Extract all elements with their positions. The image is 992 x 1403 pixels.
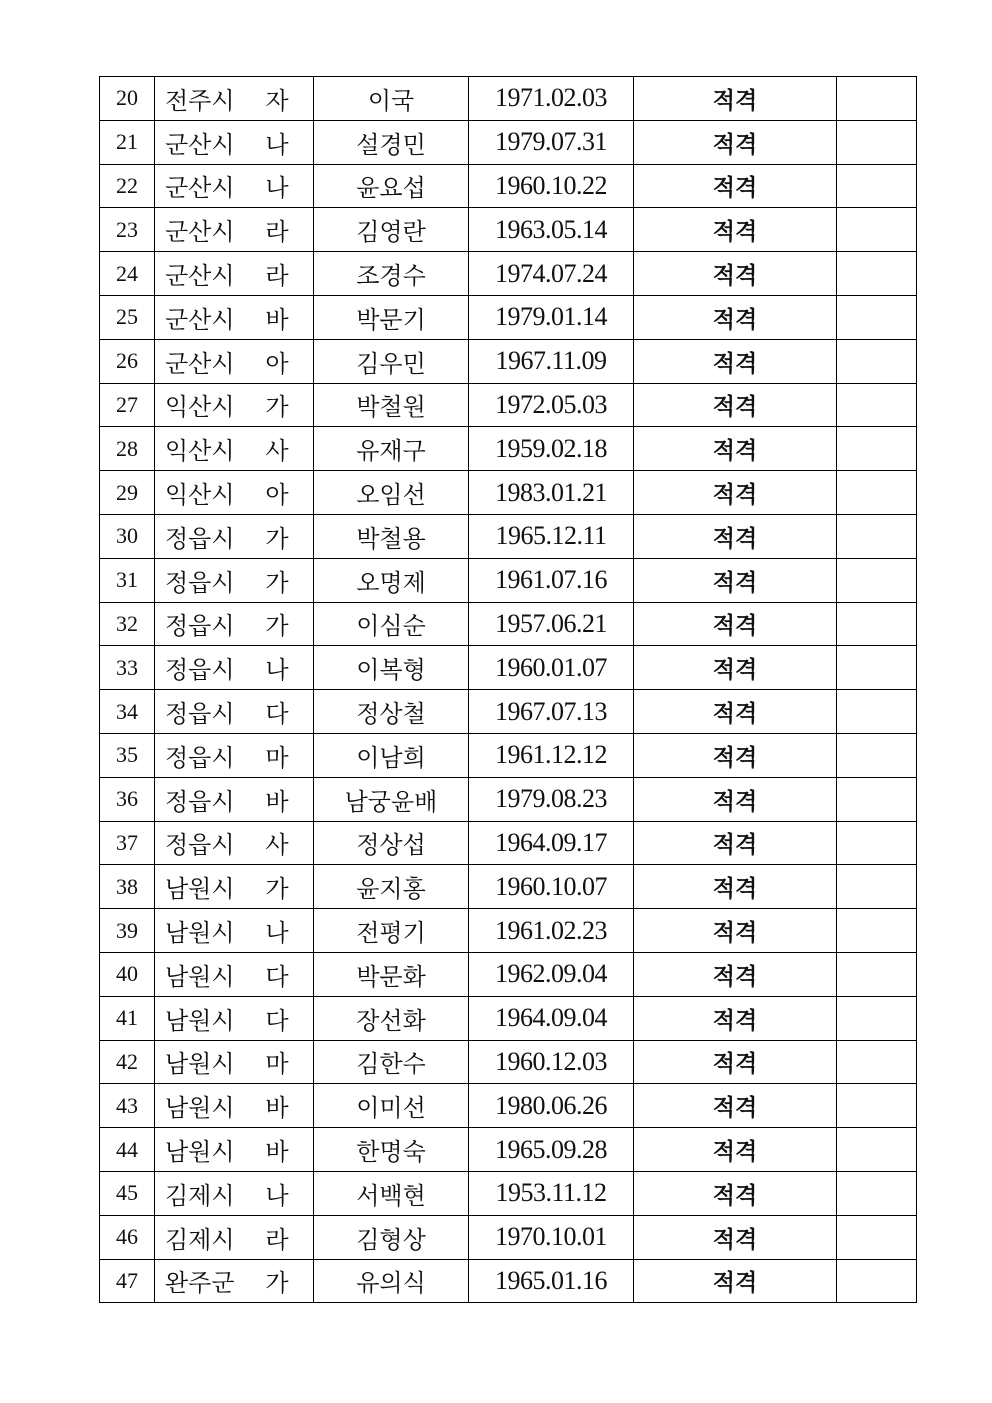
- eligibility-result: 적격: [634, 208, 837, 252]
- person-name: 김영란: [314, 208, 469, 252]
- person-name: 정상철: [314, 690, 469, 734]
- city-name: 김제시: [165, 1225, 235, 1254]
- eligibility-result: 적격: [634, 1171, 837, 1215]
- birth-date: 1960.12.03: [469, 1040, 634, 1084]
- note-cell: [837, 1215, 917, 1259]
- district-code: 아: [265, 349, 289, 378]
- region-cell: [155, 383, 314, 427]
- city-name: 익산시: [165, 437, 235, 466]
- note-cell: [837, 1040, 917, 1084]
- birth-date: 1979.07.31: [469, 120, 634, 164]
- region-cell: [155, 339, 314, 383]
- region-cell: [155, 1259, 314, 1303]
- city-name: 정읍시: [165, 743, 235, 772]
- district-code: 자: [265, 86, 289, 115]
- city-name: 정읍시: [165, 787, 235, 816]
- region-cell: [155, 646, 314, 690]
- note-cell: [837, 646, 917, 690]
- eligibility-result: 적격: [634, 1215, 837, 1259]
- person-name: 윤지홍: [314, 865, 469, 909]
- eligibility-result: 적격: [634, 120, 837, 164]
- district-code: 라: [265, 218, 289, 247]
- region-cell: [155, 865, 314, 909]
- note-cell: [837, 558, 917, 602]
- city-name: 익산시: [165, 481, 235, 510]
- row-number: 36: [100, 777, 155, 821]
- district-code: 사: [265, 831, 289, 860]
- birth-date: 1965.09.28: [469, 1128, 634, 1172]
- region-cell: [155, 952, 314, 996]
- row-number: 40: [100, 952, 155, 996]
- row-number: 41: [100, 996, 155, 1040]
- birth-date: 1960.01.07: [469, 646, 634, 690]
- birth-date: 1983.01.21: [469, 471, 634, 515]
- table-row: [100, 821, 917, 865]
- row-number: 44: [100, 1128, 155, 1172]
- eligibility-result: 적격: [634, 558, 837, 602]
- birth-date: 1964.09.04: [469, 996, 634, 1040]
- eligibility-result: 적격: [634, 295, 837, 339]
- birth-date: 1967.11.09: [469, 339, 634, 383]
- table-row: [100, 952, 917, 996]
- table-row: [100, 1259, 917, 1303]
- table-row: [100, 690, 917, 734]
- table-row: [100, 1171, 917, 1215]
- person-name: 오임선: [314, 471, 469, 515]
- table-row: [100, 383, 917, 427]
- district-code: 마: [265, 743, 289, 772]
- note-cell: [837, 339, 917, 383]
- district-code: 다: [265, 1006, 289, 1035]
- city-name: 남원시: [165, 1138, 235, 1167]
- table-row: [100, 733, 917, 777]
- city-name: 군산시: [165, 130, 235, 159]
- person-name: 오명제: [314, 558, 469, 602]
- district-code: 가: [265, 524, 289, 553]
- row-number: 23: [100, 208, 155, 252]
- person-name: 서백현: [314, 1171, 469, 1215]
- person-name: 김한수: [314, 1040, 469, 1084]
- birth-date: 1953.11.12: [469, 1171, 634, 1215]
- person-name: 박문기: [314, 295, 469, 339]
- eligibility-result: 적격: [634, 646, 837, 690]
- table-row: [100, 777, 917, 821]
- birth-date: 1962.09.04: [469, 952, 634, 996]
- person-name: 이남희: [314, 733, 469, 777]
- person-name: 이복형: [314, 646, 469, 690]
- person-name: 박문화: [314, 952, 469, 996]
- birth-date: 1963.05.14: [469, 208, 634, 252]
- birth-date: 1967.07.13: [469, 690, 634, 734]
- district-code: 마: [265, 1050, 289, 1079]
- eligibility-result: 적격: [634, 733, 837, 777]
- person-name: 장선화: [314, 996, 469, 1040]
- region-cell: [155, 120, 314, 164]
- eligibility-result: 적격: [634, 383, 837, 427]
- row-number: 33: [100, 646, 155, 690]
- district-code: 나: [265, 174, 289, 203]
- eligibility-result: 적격: [634, 471, 837, 515]
- row-number: 39: [100, 909, 155, 953]
- person-name: 유의식: [314, 1259, 469, 1303]
- city-name: 완주군: [165, 1269, 235, 1298]
- city-name: 정읍시: [165, 700, 235, 729]
- table-row: [100, 996, 917, 1040]
- note-cell: [837, 471, 917, 515]
- birth-date: 1961.02.23: [469, 909, 634, 953]
- birth-date: 1970.10.01: [469, 1215, 634, 1259]
- table-row: [100, 471, 917, 515]
- district-code: 가: [265, 612, 289, 641]
- row-number: 27: [100, 383, 155, 427]
- eligibility-result: 적격: [634, 77, 837, 121]
- table-row: [100, 77, 917, 121]
- city-name: 남원시: [165, 919, 235, 948]
- person-name: 이미선: [314, 1084, 469, 1128]
- table-row: [100, 164, 917, 208]
- city-name: 정읍시: [165, 656, 235, 685]
- district-code: 사: [265, 437, 289, 466]
- city-name: 남원시: [165, 962, 235, 991]
- birth-date: 1960.10.07: [469, 865, 634, 909]
- table-row: [100, 602, 917, 646]
- table-row: [100, 646, 917, 690]
- region-cell: [155, 909, 314, 953]
- birth-date: 1971.02.03: [469, 77, 634, 121]
- note-cell: [837, 996, 917, 1040]
- district-code: 가: [265, 875, 289, 904]
- district-code: 다: [265, 700, 289, 729]
- city-name: 익산시: [165, 393, 235, 422]
- table-row: [100, 120, 917, 164]
- note-cell: [837, 602, 917, 646]
- region-cell: [155, 996, 314, 1040]
- note-cell: [837, 427, 917, 471]
- region-cell: [155, 208, 314, 252]
- birth-date: 1965.12.11: [469, 514, 634, 558]
- region-cell: [155, 690, 314, 734]
- note-cell: [837, 865, 917, 909]
- person-name: 설경민: [314, 120, 469, 164]
- note-cell: [837, 777, 917, 821]
- region-cell: [155, 733, 314, 777]
- birth-date: 1961.07.16: [469, 558, 634, 602]
- district-code: 라: [265, 262, 289, 291]
- table-row: [100, 1040, 917, 1084]
- city-name: 군산시: [165, 305, 235, 334]
- candidate-table-body: [100, 77, 917, 1303]
- district-code: 라: [265, 1225, 289, 1254]
- city-name: 남원시: [165, 1094, 235, 1123]
- row-number: 38: [100, 865, 155, 909]
- eligibility-result: 적격: [634, 1259, 837, 1303]
- person-name: 김형상: [314, 1215, 469, 1259]
- district-code: 아: [265, 481, 289, 510]
- note-cell: [837, 1171, 917, 1215]
- eligibility-result: 적격: [634, 427, 837, 471]
- city-name: 군산시: [165, 218, 235, 247]
- eligibility-result: 적격: [634, 777, 837, 821]
- table-row: [100, 909, 917, 953]
- row-number: 30: [100, 514, 155, 558]
- region-cell: [155, 1128, 314, 1172]
- birth-date: 1961.12.12: [469, 733, 634, 777]
- city-name: 김제시: [165, 1181, 235, 1210]
- district-code: 나: [265, 130, 289, 159]
- region-cell: [155, 558, 314, 602]
- district-code: 다: [265, 962, 289, 991]
- region-cell: [155, 295, 314, 339]
- city-name: 남원시: [165, 1050, 235, 1079]
- eligibility-result: 적격: [634, 690, 837, 734]
- eligibility-result: 적격: [634, 1040, 837, 1084]
- note-cell: [837, 252, 917, 296]
- person-name: 유재구: [314, 427, 469, 471]
- person-name: 정상섭: [314, 821, 469, 865]
- row-number: 29: [100, 471, 155, 515]
- district-code: 바: [265, 1094, 289, 1123]
- eligibility-result: 적격: [634, 952, 837, 996]
- table-row: [100, 1128, 917, 1172]
- table-row: [100, 865, 917, 909]
- note-cell: [837, 1084, 917, 1128]
- note-cell: [837, 909, 917, 953]
- district-code: 바: [265, 1138, 289, 1167]
- region-cell: [155, 252, 314, 296]
- district-code: 바: [265, 787, 289, 816]
- row-number: 31: [100, 558, 155, 602]
- row-number: 26: [100, 339, 155, 383]
- city-name: 정읍시: [165, 612, 235, 641]
- table-row: [100, 339, 917, 383]
- row-number: 47: [100, 1259, 155, 1303]
- eligibility-result: 적격: [634, 339, 837, 383]
- birth-date: 1965.01.16: [469, 1259, 634, 1303]
- person-name: 박철원: [314, 383, 469, 427]
- note-cell: [837, 77, 917, 121]
- row-number: 37: [100, 821, 155, 865]
- candidate-table: [99, 76, 917, 1303]
- region-cell: [155, 1040, 314, 1084]
- row-number: 32: [100, 602, 155, 646]
- row-number: 34: [100, 690, 155, 734]
- table-row: [100, 514, 917, 558]
- birth-date: 1959.02.18: [469, 427, 634, 471]
- eligibility-result: 적격: [634, 865, 837, 909]
- city-name: 군산시: [165, 262, 235, 291]
- city-name: 정읍시: [165, 568, 235, 597]
- city-name: 정읍시: [165, 831, 235, 860]
- note-cell: [837, 952, 917, 996]
- birth-date: 1974.07.24: [469, 252, 634, 296]
- birth-date: 1964.09.17: [469, 821, 634, 865]
- note-cell: [837, 733, 917, 777]
- table-row: [100, 427, 917, 471]
- row-number: 20: [100, 77, 155, 121]
- table-row: [100, 295, 917, 339]
- birth-date: 1979.01.14: [469, 295, 634, 339]
- row-number: 25: [100, 295, 155, 339]
- note-cell: [837, 1128, 917, 1172]
- table-row: [100, 558, 917, 602]
- region-cell: [155, 164, 314, 208]
- district-code: 가: [265, 568, 289, 597]
- table-row: [100, 252, 917, 296]
- district-code: 나: [265, 656, 289, 685]
- district-code: 나: [265, 1181, 289, 1210]
- city-name: 군산시: [165, 349, 235, 378]
- city-name: 군산시: [165, 174, 235, 203]
- region-cell: [155, 602, 314, 646]
- note-cell: [837, 383, 917, 427]
- person-name: 조경수: [314, 252, 469, 296]
- district-code: 가: [265, 393, 289, 422]
- district-code: 바: [265, 305, 289, 334]
- table-row: [100, 208, 917, 252]
- city-name: 남원시: [165, 875, 235, 904]
- region-cell: [155, 1084, 314, 1128]
- eligibility-result: 적격: [634, 996, 837, 1040]
- eligibility-result: 적격: [634, 514, 837, 558]
- eligibility-result: 적격: [634, 164, 837, 208]
- table-row: [100, 1215, 917, 1259]
- eligibility-result: 적격: [634, 1128, 837, 1172]
- row-number: 46: [100, 1215, 155, 1259]
- birth-date: 1957.06.21: [469, 602, 634, 646]
- eligibility-result: 적격: [634, 1084, 837, 1128]
- table-row: [100, 1084, 917, 1128]
- birth-date: 1980.06.26: [469, 1084, 634, 1128]
- note-cell: [837, 208, 917, 252]
- district-code: 나: [265, 919, 289, 948]
- region-cell: [155, 77, 314, 121]
- region-cell: [155, 427, 314, 471]
- note-cell: [837, 1259, 917, 1303]
- row-number: 28: [100, 427, 155, 471]
- row-number: 45: [100, 1171, 155, 1215]
- note-cell: [837, 821, 917, 865]
- person-name: 남궁윤배: [314, 777, 469, 821]
- row-number: 24: [100, 252, 155, 296]
- city-name: 전주시: [165, 86, 235, 115]
- row-number: 35: [100, 733, 155, 777]
- city-name: 남원시: [165, 1006, 235, 1035]
- birth-date: 1979.08.23: [469, 777, 634, 821]
- region-cell: [155, 1171, 314, 1215]
- birth-date: 1972.05.03: [469, 383, 634, 427]
- person-name: 전평기: [314, 909, 469, 953]
- row-number: 43: [100, 1084, 155, 1128]
- eligibility-result: 적격: [634, 252, 837, 296]
- birth-date: 1960.10.22: [469, 164, 634, 208]
- note-cell: [837, 295, 917, 339]
- note-cell: [837, 120, 917, 164]
- person-name: 윤요섭: [314, 164, 469, 208]
- row-number: 42: [100, 1040, 155, 1084]
- note-cell: [837, 514, 917, 558]
- person-name: 한명숙: [314, 1128, 469, 1172]
- person-name: 이국: [314, 77, 469, 121]
- city-name: 정읍시: [165, 524, 235, 553]
- row-number: 22: [100, 164, 155, 208]
- row-number: 21: [100, 120, 155, 164]
- note-cell: [837, 690, 917, 734]
- eligibility-result: 적격: [634, 909, 837, 953]
- region-cell: [155, 1215, 314, 1259]
- district-code: 가: [265, 1269, 289, 1298]
- eligibility-result: 적격: [634, 821, 837, 865]
- region-cell: [155, 821, 314, 865]
- region-cell: [155, 471, 314, 515]
- person-name: 김우민: [314, 339, 469, 383]
- eligibility-result: 적격: [634, 602, 837, 646]
- region-cell: [155, 777, 314, 821]
- person-name: 박철용: [314, 514, 469, 558]
- region-cell: [155, 514, 314, 558]
- note-cell: [837, 164, 917, 208]
- person-name: 이심순: [314, 602, 469, 646]
